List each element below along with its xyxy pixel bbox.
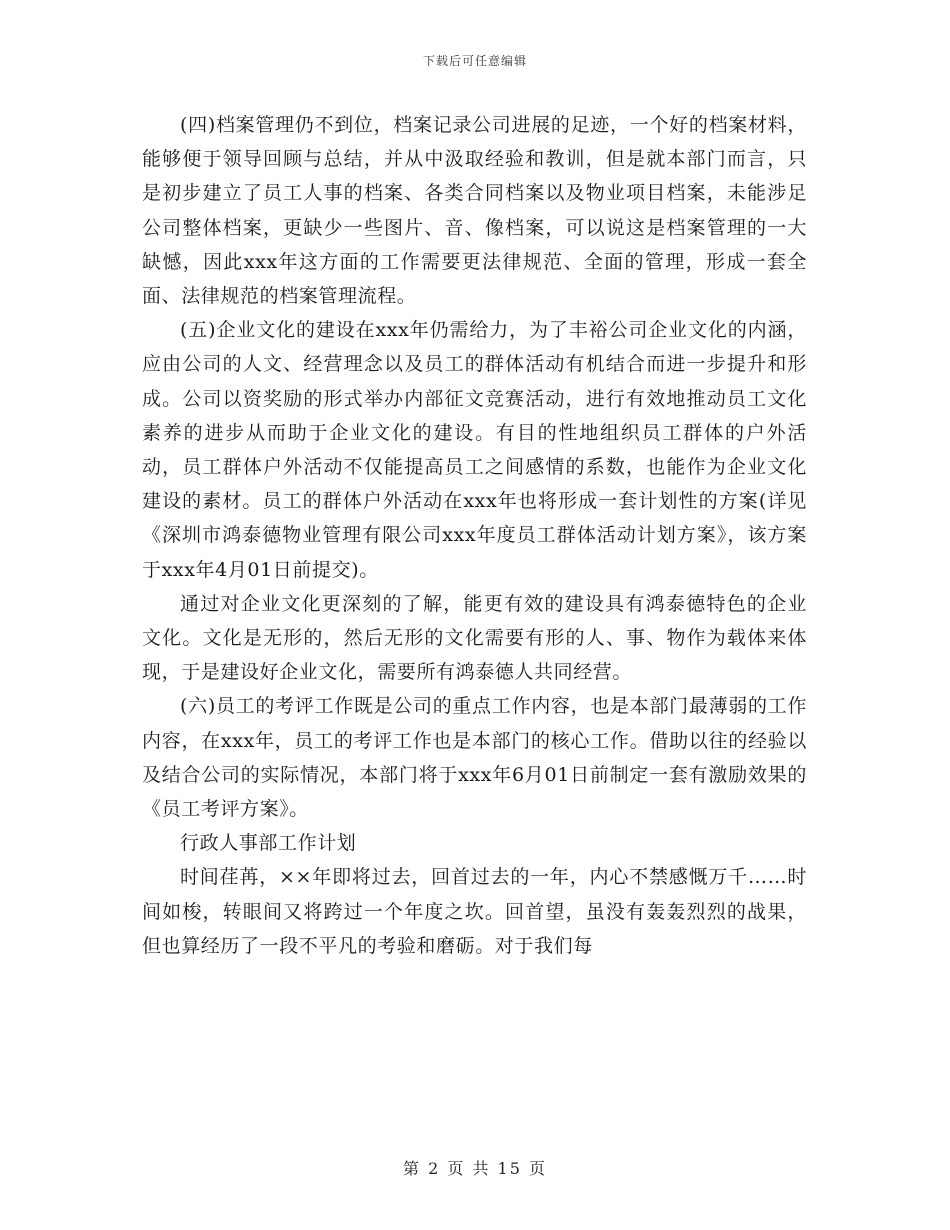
document-body: [142, 108, 807, 963]
paragraph-archive-management: (四)档案管理仍不到位，档案记录公司进展的足迹，一个好的档案材料，能够便于领导回顾与总结，并从中汲取经验和教训，但是就本部门而言，只是初步建立了员工人事的档案、各类合同档案以及物业项目档案，未能涉足公司整体档案，更缺少一些图片、音、像档案，可以说这是档案管理的一大缺憾，因此xxx年这方面的工作需要更法律规范、全面的管理，形成一套全面、法律规范的档案管理流程。: [142, 114, 807, 308]
paragraph-employee-evaluation: (六)员工的考评工作既是公司的重点工作内容，也是本部门最薄弱的工作内容，在xxx年，员工的考评工作也是本部门的核心工作。借助以往的经验以及结合公司的实际情况，本部门将于xxx年6月01日前制定一套有激励效果的《员工考评方案》。: [142, 695, 807, 821]
paragraph-culture-understanding: 通过对企业文化更深刻的了解，能更有效的建设具有鸿泰德特色的企业文化。文化是无形的，然后无形的文化需要有形的人、事、物作为载体来体现，于是建设好企业文化，需要所有鸿泰德人共同经营。: [142, 592, 807, 684]
section-heading-work-plan: 行政人事部工作计划: [180, 832, 357, 855]
page-number-footer: 第 2 页 共 15 页: [403, 1159, 547, 1178]
paragraph-year-review: 时间荏苒，××年即将过去，回首过去的一年，内心不禁感慨万千……时间如梭，转眼间又将跨过一个年度之坎。回首望，虽没有轰轰烈烈的战果，但也算经历了一段不平凡的考验和磨砺。对于我们每: [142, 866, 807, 957]
paragraph-corporate-culture: (五)企业文化的建设在xxx年仍需给力，为了丰裕公司企业文化的内涵，应由公司的人文、经营理念以及员工的群体活动有机结合而进一步提升和形成。公司以资奖励的形式举办内部征文竞赛活动，进行有效地推动员工文化素养的进步从而助于企业文化的建设。有目的性地组织员工群体的户外活动，员工群体户外活动不仅能提高员工之间感情的系数，也能作为企业文化建设的素材。员工的群体户外活动在xxx年也将形成一套计划性的方案(详见《深圳市鸿泰德物业管理有限公司xxx年度员工群体活动计划方案》，该方案于xxx年4月01日前提交)。: [142, 319, 807, 581]
page-header: 下载后可任意编辑: [422, 54, 527, 68]
